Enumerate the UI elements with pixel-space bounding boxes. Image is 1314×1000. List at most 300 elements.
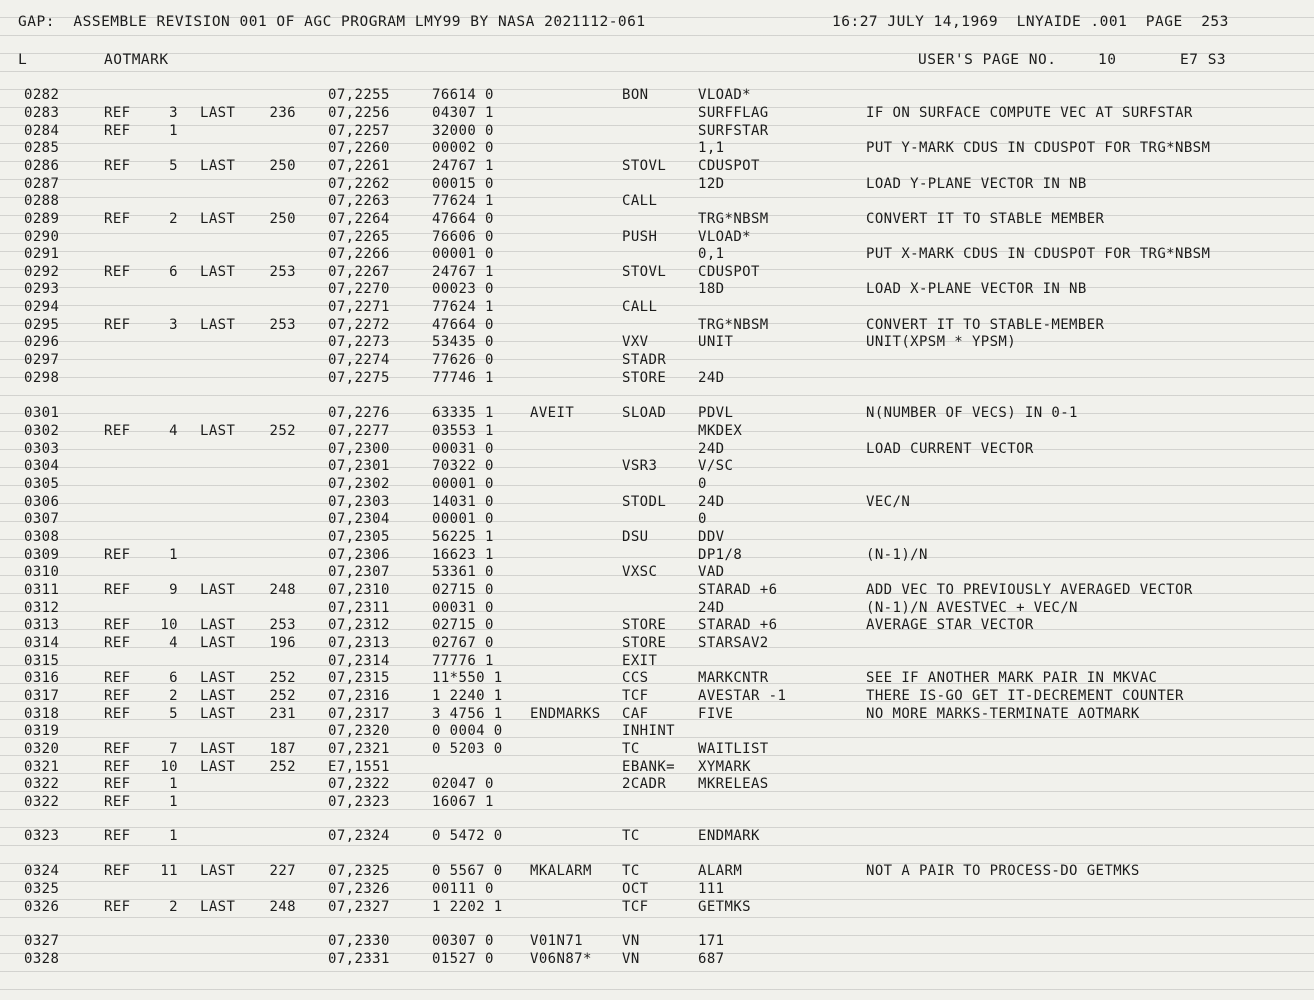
machine-word: 53435 0 <box>432 334 494 350</box>
last-tag: LAST <box>200 670 236 686</box>
address: 07,2326 <box>328 881 390 897</box>
ref-tag: REF <box>104 211 131 227</box>
line-number: 0318 <box>24 706 60 722</box>
line-number: 0326 <box>24 899 60 915</box>
operand: VLOAD* <box>698 229 751 245</box>
listing-row <box>0 440 1314 458</box>
ref-count: 3 <box>169 105 178 121</box>
operand: XYMARK <box>698 759 751 775</box>
last-page: 252 <box>269 759 296 775</box>
address: 07,2273 <box>328 334 390 350</box>
listing-row <box>0 862 1314 880</box>
last-page: 236 <box>269 105 296 121</box>
operand: VAD <box>698 564 725 580</box>
comment: PUT X-MARK CDUS IN CDUSPOT FOR TRG*NBSM <box>866 246 1211 262</box>
ref-count: 9 <box>169 582 178 598</box>
comment: SEE IF ANOTHER MARK PAIR IN MKVAC <box>866 670 1158 686</box>
symbol-label: MKALARM <box>530 863 592 879</box>
operand: 171 <box>698 933 725 949</box>
line-number: 0303 <box>24 441 60 457</box>
machine-word: 01527 0 <box>432 951 494 967</box>
ref-tag: REF <box>104 264 131 280</box>
ref-tag: REF <box>104 547 131 563</box>
listing-row <box>0 369 1314 387</box>
machine-word: 1 2240 1 <box>432 688 503 704</box>
opcode: PUSH <box>622 229 658 245</box>
operand: AVESTAR -1 <box>698 688 787 704</box>
machine-word: 03553 1 <box>432 423 494 439</box>
address: 07,2327 <box>328 899 390 915</box>
line-number: 0310 <box>24 564 60 580</box>
assembly-title: GAP: ASSEMBLE REVISION 001 OF AGC PROGRAM LMY99 BY NASA 2021112-061 <box>18 14 646 30</box>
opcode: STORE <box>622 635 667 651</box>
line-number: 0306 <box>24 494 60 510</box>
ref-count: 1 <box>169 776 178 792</box>
address: 07,2303 <box>328 494 390 510</box>
routine-name: AOTMARK <box>104 52 169 68</box>
ref-tag: REF <box>104 582 131 598</box>
line-number: 0324 <box>24 863 60 879</box>
machine-word: 47664 0 <box>432 317 494 333</box>
machine-word: 0 5472 0 <box>432 828 503 844</box>
opcode: STOVL <box>622 158 667 174</box>
operand: SURFSTAR <box>698 123 769 139</box>
line-number: 0309 <box>24 547 60 563</box>
listing-row <box>0 932 1314 950</box>
operand: ALARM <box>698 863 743 879</box>
operand: UNIT <box>698 334 734 350</box>
address: 07,2307 <box>328 564 390 580</box>
line-number: 0316 <box>24 670 60 686</box>
line-number: 0289 <box>24 211 60 227</box>
operand: ENDMARK <box>698 828 760 844</box>
comment: IF ON SURFACE COMPUTE VEC AT SURFSTAR <box>866 105 1193 121</box>
comment: (N-1)/N AVESTVEC + VEC/N <box>866 600 1078 616</box>
opcode: TC <box>622 828 640 844</box>
listing-row <box>0 475 1314 493</box>
ref-count: 4 <box>169 635 178 651</box>
machine-word: 00031 0 <box>432 600 494 616</box>
ref-tag: REF <box>104 105 131 121</box>
line-number: 0327 <box>24 933 60 949</box>
opcode: STADR <box>622 352 667 368</box>
line-number: 0305 <box>24 476 60 492</box>
listing-row <box>0 192 1314 210</box>
last-tag: LAST <box>200 211 236 227</box>
last-page: 253 <box>269 264 296 280</box>
operand: 24D <box>698 494 725 510</box>
operand: TRG*NBSM <box>698 317 769 333</box>
address: 07,2300 <box>328 441 390 457</box>
listing-row <box>0 546 1314 564</box>
address: 07,2314 <box>328 653 390 669</box>
machine-word: 77626 0 <box>432 352 494 368</box>
ref-count: 2 <box>169 688 178 704</box>
machine-word: 0 0004 0 <box>432 723 503 739</box>
ref-count: 6 <box>169 264 178 280</box>
address: 07,2270 <box>328 281 390 297</box>
listing-row <box>0 616 1314 634</box>
machine-word: 02767 0 <box>432 635 494 651</box>
operand: STARAD +6 <box>698 582 778 598</box>
address: 07,2324 <box>328 828 390 844</box>
ref-count: 3 <box>169 317 178 333</box>
address: 07,2315 <box>328 670 390 686</box>
listing-row <box>0 139 1314 157</box>
address: 07,2272 <box>328 317 390 333</box>
opcode: 2CADR <box>622 776 667 792</box>
machine-word: 16067 1 <box>432 794 494 810</box>
last-tag: LAST <box>200 688 236 704</box>
address: 07,2305 <box>328 529 390 545</box>
line-number: 0298 <box>24 370 60 386</box>
operand: 12D <box>698 176 725 192</box>
comment: NOT A PAIR TO PROCESS-DO GETMKS <box>866 863 1140 879</box>
operand: TRG*NBSM <box>698 211 769 227</box>
address: 07,2274 <box>328 352 390 368</box>
ref-tag: REF <box>104 863 131 879</box>
machine-word: 02047 0 <box>432 776 494 792</box>
last-page: 248 <box>269 582 296 598</box>
address: 07,2316 <box>328 688 390 704</box>
address: 07,2255 <box>328 87 390 103</box>
last-tag: LAST <box>200 741 236 757</box>
line-number: 0297 <box>24 352 60 368</box>
address: 07,2322 <box>328 776 390 792</box>
address: 07,2306 <box>328 547 390 563</box>
ref-count: 2 <box>169 899 178 915</box>
comment: LOAD CURRENT VECTOR <box>866 441 1034 457</box>
opcode: CALL <box>622 299 658 315</box>
opcode: INHINT <box>622 723 675 739</box>
address: 07,2317 <box>328 706 390 722</box>
listing-row <box>0 705 1314 723</box>
machine-word: 00031 0 <box>432 441 494 457</box>
comment: THERE IS-GO GET IT-DECREMENT COUNTER <box>866 688 1184 704</box>
opcode: CAF <box>622 706 649 722</box>
line-number: 0296 <box>24 334 60 350</box>
operand: SURFFLAG <box>698 105 769 121</box>
operand: 18D <box>698 281 725 297</box>
line-number: 0315 <box>24 653 60 669</box>
ref-count: 1 <box>169 828 178 844</box>
operand: 687 <box>698 951 725 967</box>
line-number: 0301 <box>24 405 60 421</box>
opcode: EBANK= <box>622 759 675 775</box>
opcode: STORE <box>622 370 667 386</box>
listing-row <box>0 793 1314 811</box>
last-page: 253 <box>269 617 296 633</box>
operand: DDV <box>698 529 725 545</box>
operand: MKRELEAS <box>698 776 769 792</box>
line-number: 0287 <box>24 176 60 192</box>
listing-row <box>0 510 1314 528</box>
opcode: TC <box>622 741 640 757</box>
operand: 24D <box>698 441 725 457</box>
operand: STARSAV2 <box>698 635 769 651</box>
last-page: 248 <box>269 899 296 915</box>
line-number: 0286 <box>24 158 60 174</box>
comment: LOAD X-PLANE VECTOR IN NB <box>866 281 1087 297</box>
machine-word: 77624 1 <box>432 193 494 209</box>
listing-row <box>0 351 1314 369</box>
listing-row <box>0 104 1314 122</box>
line-number: 0304 <box>24 458 60 474</box>
line-number: 0325 <box>24 881 60 897</box>
operand: GETMKS <box>698 899 751 915</box>
machine-word: 00307 0 <box>432 933 494 949</box>
last-page: 253 <box>269 317 296 333</box>
operand: 0 <box>698 511 707 527</box>
comment: UNIT(XPSM * YPSM) <box>866 334 1017 350</box>
machine-word: 16623 1 <box>432 547 494 563</box>
comment: (N-1)/N <box>866 547 928 563</box>
last-tag: LAST <box>200 423 236 439</box>
machine-word: 0 5567 0 <box>432 863 503 879</box>
comment: CONVERT IT TO STABLE MEMBER <box>866 211 1105 227</box>
machine-word: 76614 0 <box>432 87 494 103</box>
machine-word: 70322 0 <box>432 458 494 474</box>
machine-word: 3 4756 1 <box>432 706 503 722</box>
line-number: 0328 <box>24 951 60 967</box>
address: 07,2265 <box>328 229 390 245</box>
listing-row <box>0 422 1314 440</box>
last-tag: LAST <box>200 635 236 651</box>
ref-tag: REF <box>104 317 131 333</box>
operand: 1,1 <box>698 140 725 156</box>
last-tag: LAST <box>200 863 236 879</box>
listing-row <box>0 563 1314 581</box>
listing-row <box>0 280 1314 298</box>
line-number: 0313 <box>24 617 60 633</box>
listing-row <box>0 898 1314 916</box>
listing-row <box>0 722 1314 740</box>
listing-row <box>0 175 1314 193</box>
line-number: 0285 <box>24 140 60 156</box>
opcode: STODL <box>622 494 667 510</box>
opcode: VXV <box>622 334 649 350</box>
listing-row <box>0 687 1314 705</box>
last-tag: LAST <box>200 617 236 633</box>
line-number: 0322 <box>24 794 60 810</box>
machine-word: 14031 0 <box>432 494 494 510</box>
line-number: 0311 <box>24 582 60 598</box>
line-number: 0321 <box>24 759 60 775</box>
opcode: VN <box>622 933 640 949</box>
listing-row <box>0 827 1314 845</box>
comment: NO MORE MARKS-TERMINATE AOTMARK <box>866 706 1140 722</box>
ref-count: 11 <box>160 863 178 879</box>
machine-word: 0 5203 0 <box>432 741 503 757</box>
machine-word: 00001 0 <box>432 246 494 262</box>
last-tag: LAST <box>200 264 236 280</box>
listing-row <box>0 758 1314 776</box>
ref-count: 10 <box>160 759 178 775</box>
machine-word: 00001 0 <box>432 476 494 492</box>
listing-row <box>0 404 1314 422</box>
ref-tag: REF <box>104 617 131 633</box>
listing-row <box>0 245 1314 263</box>
ref-tag: REF <box>104 688 131 704</box>
machine-word: 77624 1 <box>432 299 494 315</box>
line-number: 0291 <box>24 246 60 262</box>
last-page: 227 <box>269 863 296 879</box>
address: E7,1551 <box>328 759 390 775</box>
address: 07,2331 <box>328 951 390 967</box>
address: 07,2304 <box>328 511 390 527</box>
machine-word: 47664 0 <box>432 211 494 227</box>
ref-tag: REF <box>104 741 131 757</box>
opcode: CALL <box>622 193 658 209</box>
operand: FIVE <box>698 706 734 722</box>
line-number: 0312 <box>24 600 60 616</box>
opcode: TC <box>622 863 640 879</box>
machine-word: 00015 0 <box>432 176 494 192</box>
last-page: 250 <box>269 158 296 174</box>
listing-row <box>0 86 1314 104</box>
comment: N(NUMBER OF VECS) IN 0-1 <box>866 405 1078 421</box>
operand: MKDEX <box>698 423 743 439</box>
assembly-timestamp: 16:27 JULY 14,1969 LNYAIDE .001 PAGE 253 <box>832 14 1229 30</box>
address: 07,2262 <box>328 176 390 192</box>
machine-word: 02715 0 <box>432 582 494 598</box>
address: 07,2275 <box>328 370 390 386</box>
users-page-label: USER'S PAGE NO. <box>918 52 1057 68</box>
address: 07,2277 <box>328 423 390 439</box>
symbol-label: AVEIT <box>530 405 575 421</box>
operand: 0 <box>698 476 707 492</box>
line-number: 0317 <box>24 688 60 704</box>
address: 07,2256 <box>328 105 390 121</box>
address: 07,2264 <box>328 211 390 227</box>
listing-row <box>0 298 1314 316</box>
line-number: 0320 <box>24 741 60 757</box>
last-page: 252 <box>269 670 296 686</box>
address: 07,2302 <box>328 476 390 492</box>
machine-word: 04307 1 <box>432 105 494 121</box>
operand: CDUSPOT <box>698 158 760 174</box>
machine-word: 63335 1 <box>432 405 494 421</box>
operand: MARKCNTR <box>698 670 769 686</box>
address: 07,2261 <box>328 158 390 174</box>
listing-row <box>0 316 1314 334</box>
address: 07,2323 <box>328 794 390 810</box>
operand: 0,1 <box>698 246 725 262</box>
opcode: TCF <box>622 688 649 704</box>
machine-word: 24767 1 <box>432 264 494 280</box>
listing-row <box>0 228 1314 246</box>
ref-tag: REF <box>104 899 131 915</box>
ref-tag: REF <box>104 759 131 775</box>
opcode: DSU <box>622 529 649 545</box>
listing-row <box>0 950 1314 968</box>
line-number: 0290 <box>24 229 60 245</box>
symbol-label: V06N87* <box>530 951 592 967</box>
opcode: EXIT <box>622 653 658 669</box>
listing-row <box>0 457 1314 475</box>
last-page: 252 <box>269 423 296 439</box>
ref-tag: REF <box>104 706 131 722</box>
listing-row <box>0 634 1314 652</box>
operand: 111 <box>698 881 725 897</box>
address: 07,2325 <box>328 863 390 879</box>
listing-row <box>0 157 1314 175</box>
operand: STARAD +6 <box>698 617 778 633</box>
ref-count: 1 <box>169 547 178 563</box>
last-tag: LAST <box>200 105 236 121</box>
assembly-header <box>0 14 1314 38</box>
machine-word: 00001 0 <box>432 511 494 527</box>
ref-tag: REF <box>104 158 131 174</box>
ref-count: 1 <box>169 123 178 139</box>
operand: PDVL <box>698 405 734 421</box>
last-tag: LAST <box>200 759 236 775</box>
line-number: 0283 <box>24 105 60 121</box>
listing-row <box>0 210 1314 228</box>
line-number: 0293 <box>24 281 60 297</box>
last-page: 196 <box>269 635 296 651</box>
listing-row <box>0 880 1314 898</box>
opcode: CCS <box>622 670 649 686</box>
last-page: 252 <box>269 688 296 704</box>
machine-word: 77776 1 <box>432 653 494 669</box>
address: 07,2271 <box>328 299 390 315</box>
ref-count: 1 <box>169 794 178 810</box>
machine-word: 77746 1 <box>432 370 494 386</box>
address: 07,2330 <box>328 933 390 949</box>
ref-count: 7 <box>169 741 178 757</box>
address: 07,2313 <box>328 635 390 651</box>
listing-row <box>0 599 1314 617</box>
ref-count: 4 <box>169 423 178 439</box>
ref-count: 6 <box>169 670 178 686</box>
last-tag: LAST <box>200 158 236 174</box>
line-number: 0294 <box>24 299 60 315</box>
line-number: 0284 <box>24 123 60 139</box>
last-tag: LAST <box>200 317 236 333</box>
line-number: 0319 <box>24 723 60 739</box>
operand: VLOAD* <box>698 87 751 103</box>
bank-code: E7 S3 <box>1180 52 1227 68</box>
line-number: 0292 <box>24 264 60 280</box>
ref-count: 5 <box>169 706 178 722</box>
last-page: 231 <box>269 706 296 722</box>
opcode: VN <box>622 951 640 967</box>
ref-tag: REF <box>104 670 131 686</box>
address: 07,2310 <box>328 582 390 598</box>
ref-count: 10 <box>160 617 178 633</box>
listing-row <box>0 263 1314 281</box>
last-page: 250 <box>269 211 296 227</box>
symbol-label: V01N71 <box>530 933 583 949</box>
listing-row <box>0 581 1314 599</box>
address: 07,2320 <box>328 723 390 739</box>
listing-row <box>0 652 1314 670</box>
machine-word: 24767 1 <box>432 158 494 174</box>
machine-word: 00023 0 <box>432 281 494 297</box>
address: 07,2267 <box>328 264 390 280</box>
ref-tag: REF <box>104 794 131 810</box>
last-tag: LAST <box>200 706 236 722</box>
listing-row <box>0 493 1314 511</box>
address: 07,2311 <box>328 600 390 616</box>
comment: AVERAGE STAR VECTOR <box>866 617 1034 633</box>
line-number: 0314 <box>24 635 60 651</box>
line-number: 0288 <box>24 193 60 209</box>
comment: PUT Y-MARK CDUS IN CDUSPOT FOR TRG*NBSM <box>866 140 1211 156</box>
line-number: 0308 <box>24 529 60 545</box>
address: 07,2276 <box>328 405 390 421</box>
